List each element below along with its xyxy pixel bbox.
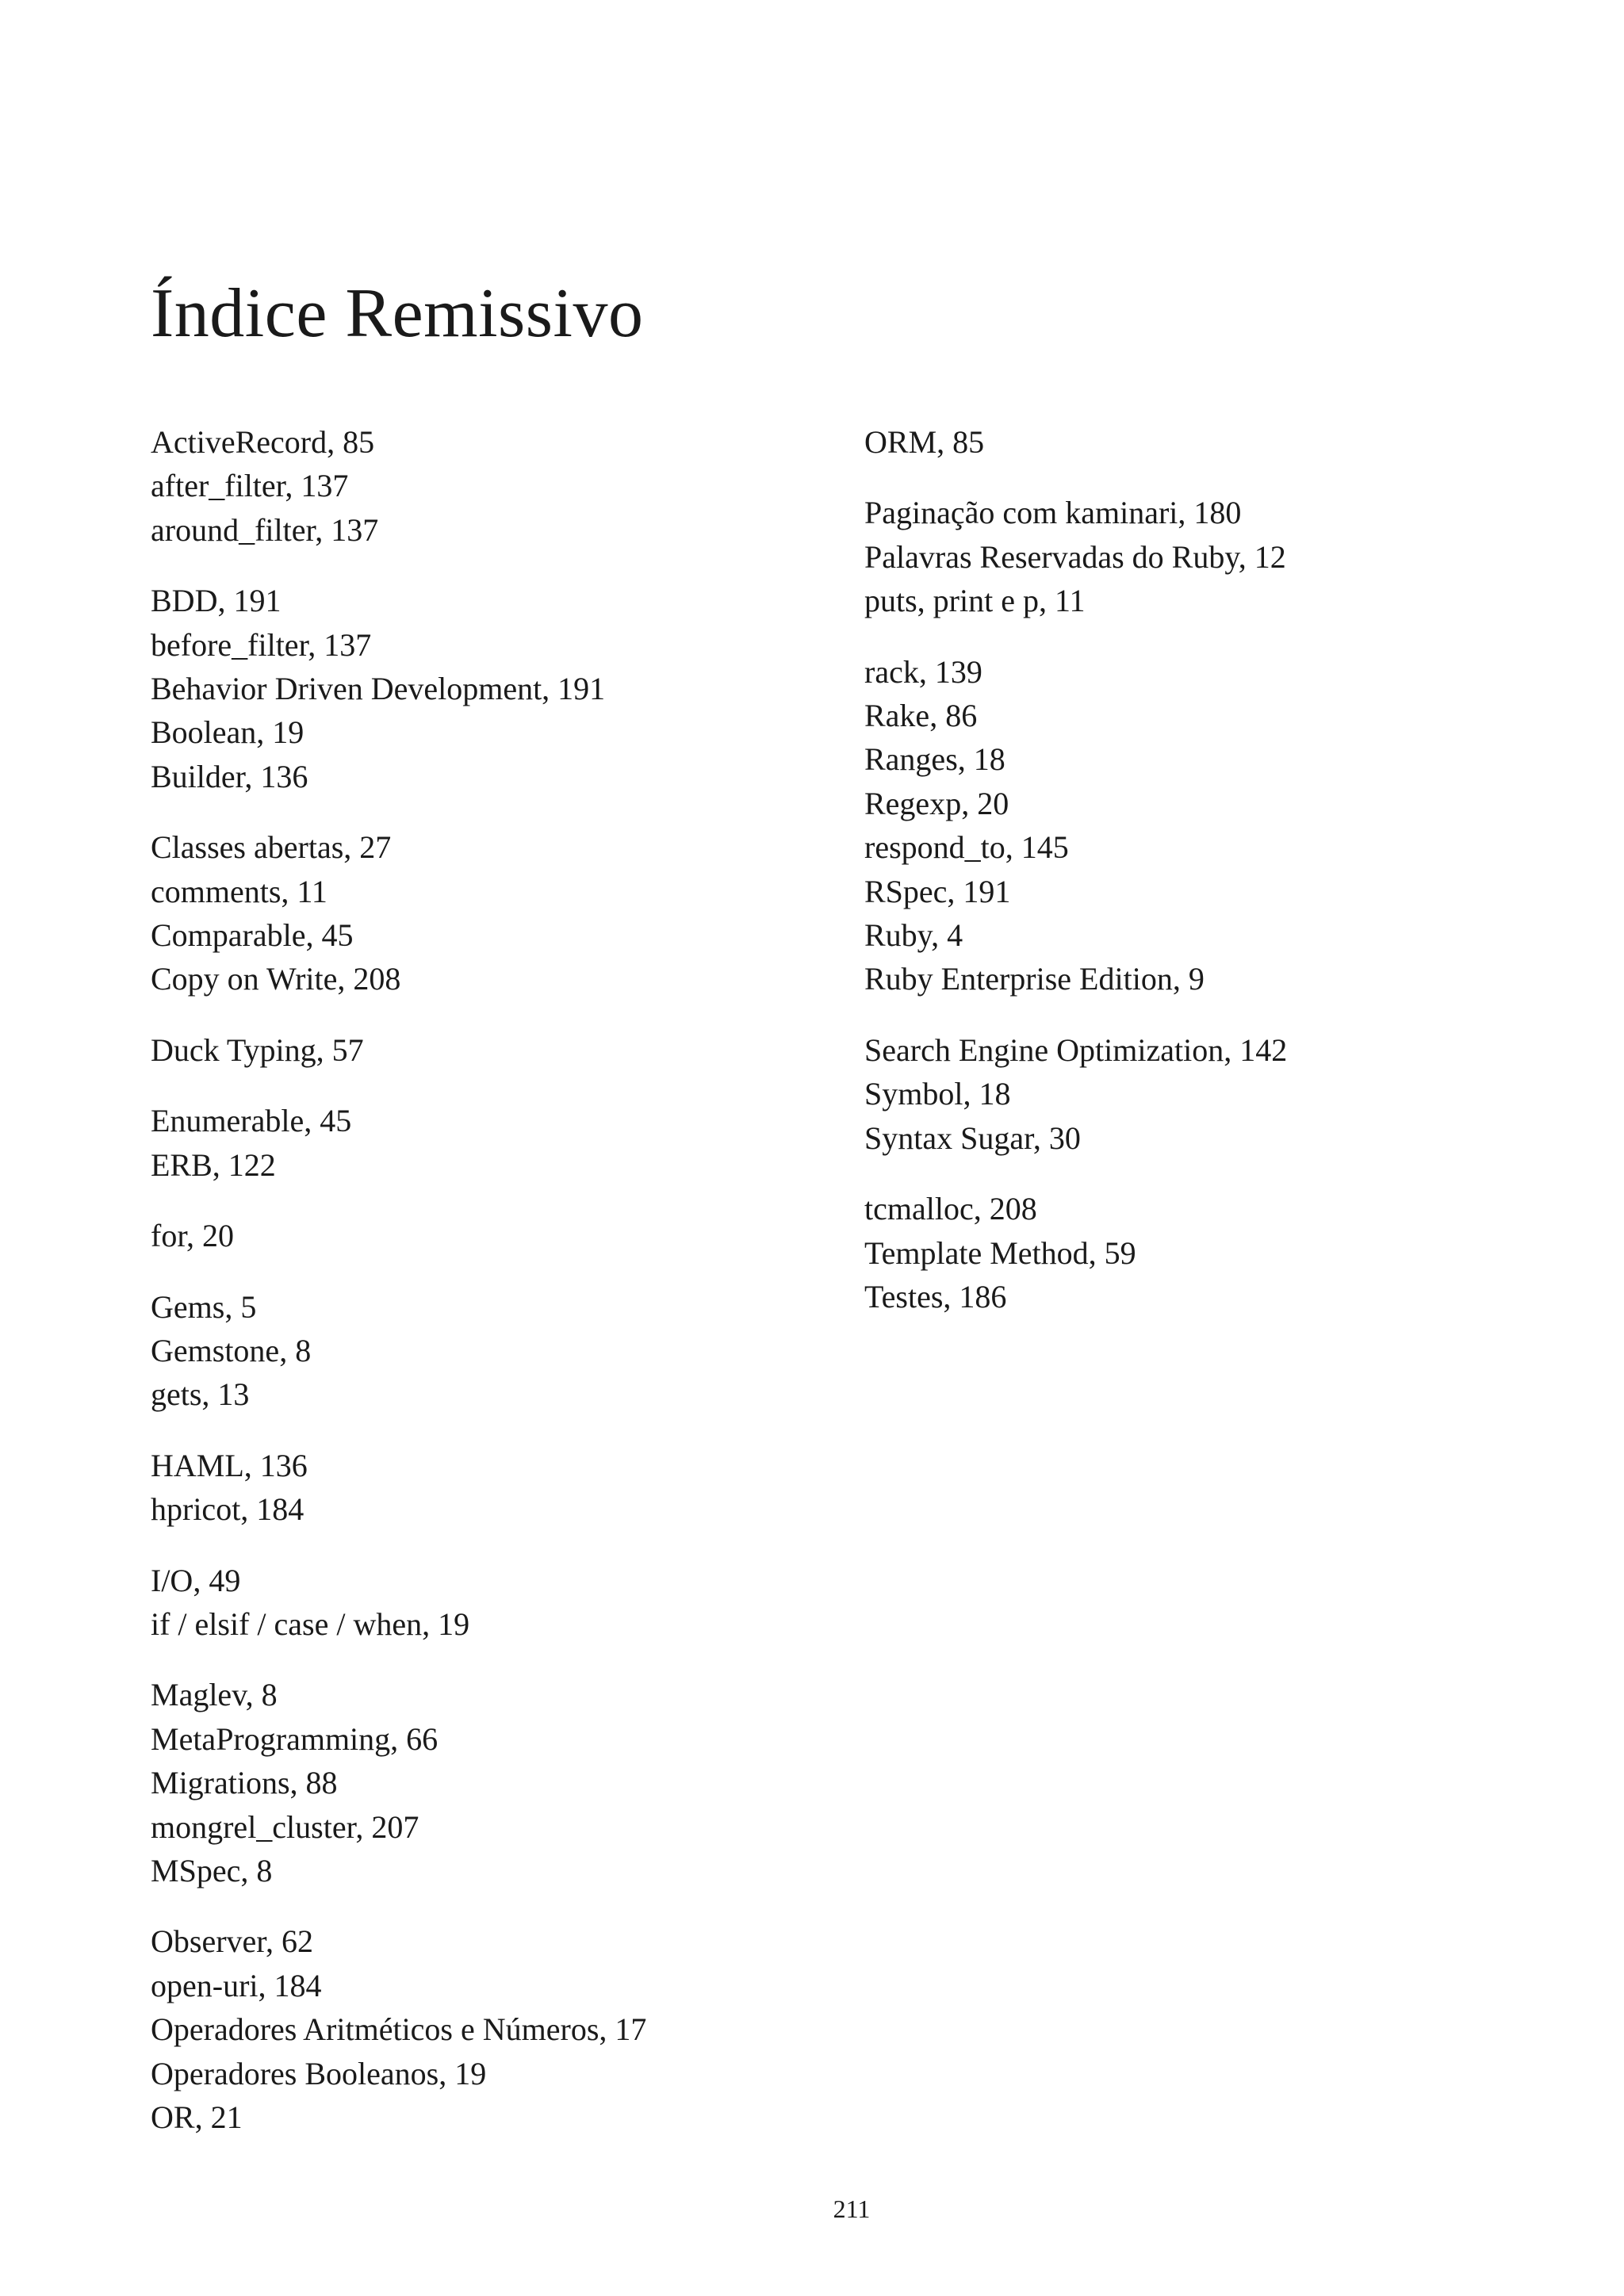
index-column-left [151, 420, 833, 2166]
index-entry: Ranges, 18 [864, 741, 1005, 778]
index-entry: MSpec, 8 [151, 1852, 273, 1888]
index-group [151, 1214, 833, 1257]
index-entry: RSpec, 191 [864, 873, 1011, 909]
index-group [864, 420, 1546, 464]
index-group [864, 1028, 1546, 1160]
index-entry: HAML, 136 [151, 1447, 308, 1483]
index-entry: Regexp, 20 [864, 785, 1009, 821]
index-entry: hpricot, 184 [151, 1491, 304, 1528]
index-entry: Operadores Aritméticos e Números, 17 [151, 2011, 647, 2048]
index-entry: Maglev, 8 [151, 1677, 278, 1713]
index-entry: Paginação com kaminari, 180 [864, 495, 1242, 531]
index-entry: Template Method, 59 [864, 1234, 1136, 1271]
page-title: Índice Remissivo [151, 275, 644, 352]
index-entry: OR, 21 [151, 2099, 243, 2135]
index-entry: Builder, 136 [151, 758, 308, 794]
index-entry: I/O, 49 [151, 1562, 241, 1598]
index-entry: Palavras Reservadas do Ruby, 12 [864, 538, 1286, 575]
index-entry: Copy on Write, 208 [151, 961, 401, 997]
index-entry: BDD, 191 [151, 583, 282, 619]
index-group [151, 1028, 833, 1072]
index-entry: puts, print e p, 11 [864, 583, 1086, 619]
index-entry: around_filter, 137 [151, 511, 379, 548]
index-entry: mongrel_cluster, 207 [151, 1808, 419, 1845]
index-group [151, 1285, 833, 1417]
index-entry: Comparable, 45 [151, 917, 354, 954]
index-entry: Testes, 186 [864, 1278, 1007, 1314]
index-entry: open-uri, 184 [151, 1967, 322, 2003]
index-entry: Duck Typing, 57 [151, 1031, 364, 1068]
index-entry: Symbol, 18 [864, 1076, 1011, 1112]
index-entry: Observer, 62 [151, 1923, 313, 1960]
index-entry: Rake, 86 [864, 698, 978, 734]
index-entry: for, 20 [151, 1218, 235, 1254]
index-entry: ORM, 85 [864, 424, 985, 460]
index-entry: ERB, 122 [151, 1146, 276, 1183]
index-group [864, 650, 1546, 1001]
index-group [151, 1444, 833, 1532]
index-group [151, 1673, 833, 1892]
index-entry: ActiveRecord, 85 [151, 424, 375, 460]
index-entry: MetaProgramming, 66 [151, 1720, 439, 1757]
index-group [151, 1099, 833, 1187]
index-entry: Classes abertas, 27 [151, 829, 392, 866]
index-group [151, 825, 833, 1001]
index-group [151, 579, 833, 798]
index-entry: comments, 11 [151, 873, 327, 909]
index-entry: Search Engine Optimization, 142 [864, 1031, 1288, 1068]
index-group [864, 1187, 1546, 1318]
index-entry: Behavior Driven Development, 191 [151, 671, 606, 707]
index-entry: Gemstone, 8 [151, 1332, 312, 1368]
page-number: 211 [833, 2195, 871, 2223]
index-entry: Gems, 5 [151, 1288, 257, 1325]
index-group [151, 1919, 833, 2139]
index-entry: Ruby, 4 [864, 917, 963, 954]
index-entry: before_filter, 137 [151, 626, 372, 663]
index-column-right [864, 420, 1546, 1345]
index-entry: tcmalloc, 208 [864, 1191, 1037, 1227]
index-group [864, 491, 1546, 622]
index-group [151, 420, 833, 552]
index-entry: rack, 139 [864, 653, 982, 690]
index-entry: after_filter, 137 [151, 468, 349, 504]
index-entry: Syntax Sugar, 30 [864, 1119, 1081, 1156]
index-entry: gets, 13 [151, 1376, 250, 1413]
index-entry: Ruby Enterprise Edition, 9 [864, 961, 1205, 997]
index-entry: Boolean, 19 [151, 714, 304, 751]
index-entry: Migrations, 88 [151, 1765, 338, 1801]
index-group [151, 1559, 833, 1647]
index-entry: Enumerable, 45 [151, 1103, 352, 1139]
index-entry: respond_to, 145 [864, 829, 1069, 866]
index-entry: Operadores Booleanos, 19 [151, 2055, 487, 2091]
index-entry: if / elsif / case / when, 19 [151, 1605, 470, 1642]
